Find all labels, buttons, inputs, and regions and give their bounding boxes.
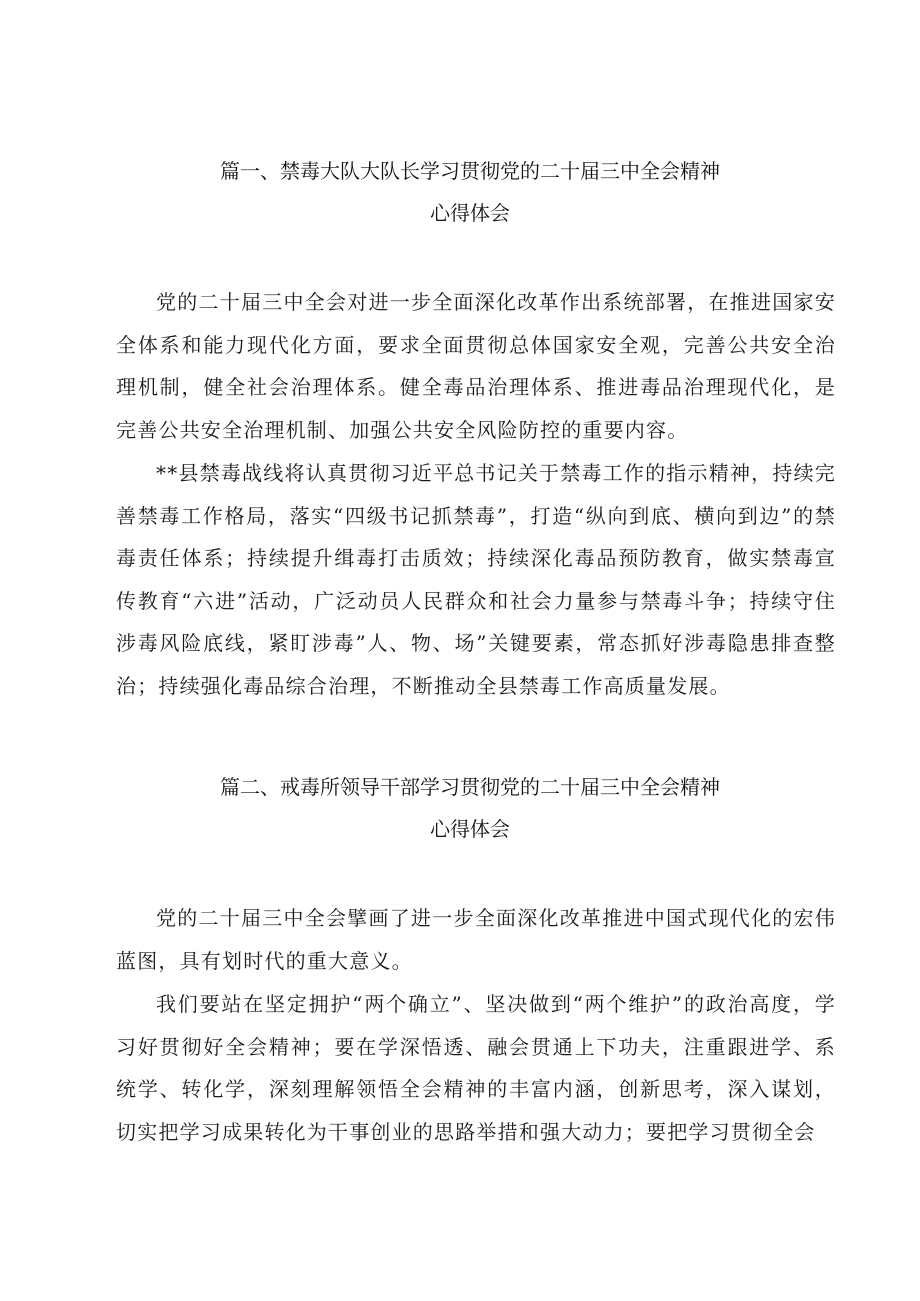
section-1-paragraph-2: **县禁毒战线将认真贯彻习近平总书记关于禁毒工作的指示精神，持续完善禁毒工作格局，落实“四级书记抓禁毒”，打造“纵向到底、横向到边”的禁毒责任体系；持续提升缉毒打击质效；持续深化毒品预防教育，做实禁毒宣传教育“六进”活动，广泛动员人民群众和社会力量参与禁毒斗争；持续守住涉毒风险底线，紧盯涉毒”人、物、场”关键要素，常态抓好涉毒隐患排查整治；持续强化毒品综合治理，不断推动全县禁毒工作高质量发展。 <box>116 461 836 698</box>
section-2-paragraph-1: 党的二十届三中全会擘画了进一步全面深化改革推进中国式现代化的宏伟蓝图，具有划时代的重大意义。 <box>116 906 836 973</box>
section-1-paragraph-1: 党的二十届三中全会对进一步全面深化改革作出系统部署，在推进国家安全体系和能力现代化方面，要求全面贯彻总体国家安全观，完善公共安全治理机制，健全社会治理体系。健全毒品治理体系、推进毒品治理现代化，是完善公共安全治理机制、加强公共安全风险防控的重要内容。 <box>116 290 836 442</box>
section-2-heading <box>110 766 830 850</box>
section-1-heading-line2: 心得体会 <box>430 201 510 225</box>
section-2-paragraph-2: 我们要站在坚定拥护“两个确立”、坚决做到“两个维护”的政治高度，学习好贯彻好全会精神；要在学深悟透、融会贯通上下功夫，注重跟进学、系统学、转化学，深刻理解领悟全会精神的丰富内涵，创新思考，深入谋划，切实把学习成果转化为干事创业的思路举措和强大动力；要把学习贯彻全会 <box>116 992 836 1144</box>
section-2-heading-line1: 篇二、戒毒所领导干部学习贯彻党的二十届三中全会精神 <box>220 775 720 799</box>
section-1-heading <box>110 150 830 234</box>
section-1-heading-line1: 篇一、禁毒大队大队长学习贯彻党的二十届三中全会精神 <box>220 159 720 183</box>
section-2-heading-line2: 心得体会 <box>430 817 510 841</box>
